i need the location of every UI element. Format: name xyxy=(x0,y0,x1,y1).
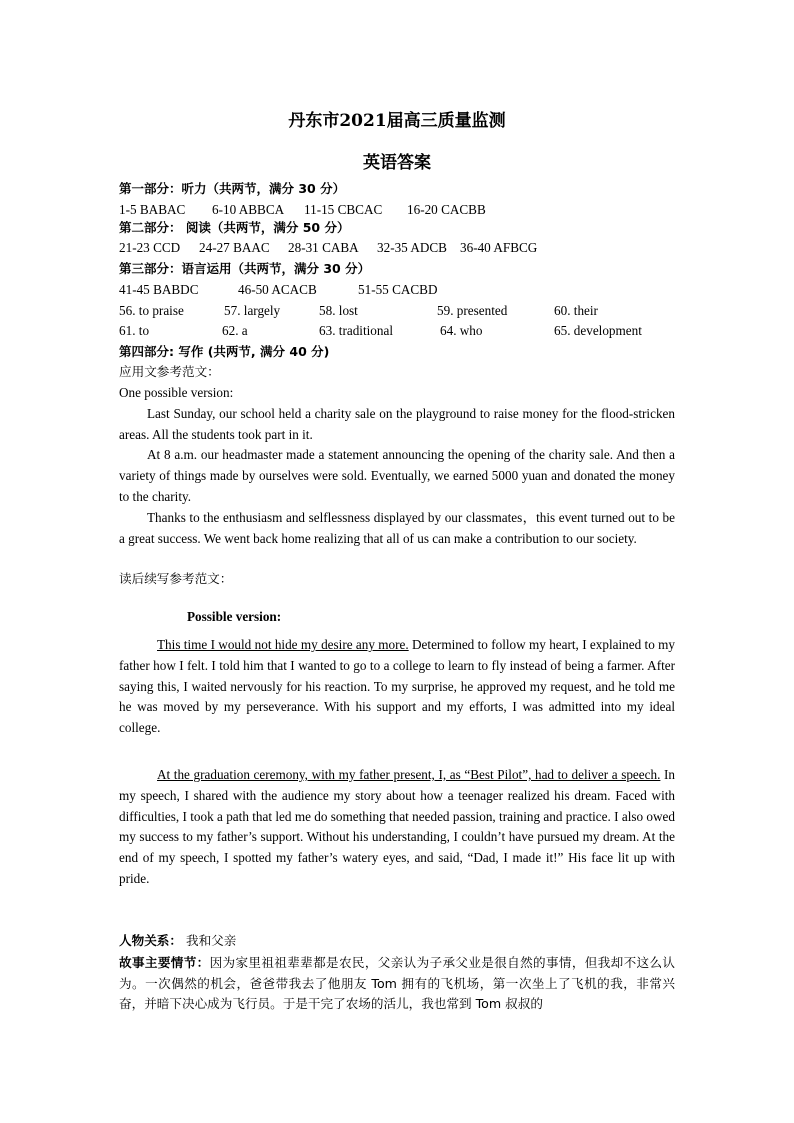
part2-answer: 36-40 AFBCG xyxy=(460,240,538,255)
part3-answer: 51-55 CACBD xyxy=(358,282,438,297)
fill-answer: 57. largely xyxy=(224,303,281,318)
part1-answer: 6-10 ABBCA xyxy=(212,202,285,217)
fill-answer: 58. lost xyxy=(319,303,358,318)
sample1-paragraph: Thanks to the enthusiasm and selflessness displayed by our classmates，this event turned out to be a great success. We went back home realizing that all of us can make a contribution to our society. xyxy=(119,510,675,546)
plot-label: 故事主要情节： xyxy=(119,955,210,970)
sample2-p2-rest: In my speech, I shared with the audience my story about how a teenager realized his dream. Faced with difficulties, I took a path that led me do something that needed passion, training and practice. I also owed my success to my father’s support. Without his understanding, I couldn’t have pursued my dream. At the end of my speech, I spotted my father’s watery eyes, and said, “Dad, I made it!” His face lit up with pride. xyxy=(119,767,675,886)
fill-answer: 56. to praise xyxy=(119,303,184,318)
part1-answer: 1-5 BABAC xyxy=(119,202,186,217)
fill-answer: 60. their xyxy=(554,303,598,318)
part1-heading: 第一部分：听力（共两节，满分 30 分） xyxy=(119,181,346,196)
sample2-version: Possible version: xyxy=(187,609,282,624)
sample2-paragraph-1 xyxy=(119,635,675,739)
sample2-paragraph-2 xyxy=(119,765,675,890)
sample2-p1-rest: Determined to follow my heart, I explained to my father how I felt. I told him that I wanted to go to a college to learn to fly instead of being a farmer. After saying this, I waited nervously for his reaction. To my surprise, he approved my request, and he told me he was moved by my perseverance. With his support and my efforts, I was admitted into my ideal college. xyxy=(119,637,676,736)
part2-heading: 第二部分： 阅读（共两节，满分 50 分） xyxy=(119,220,350,235)
sample1-paragraph: At 8 a.m. our headmaster made a statement announcing the opening of the charity sale. And then a variety of things made by ourselves were sold. Eventually, we earned 5000 yuan and donated the money to the charity. xyxy=(119,447,675,504)
sample1-version: One possible version: xyxy=(119,385,234,400)
fill-answer: 59. presented xyxy=(437,303,508,318)
sample2-p2-lead: At the graduation ceremony, with my father present, I, as “Best Pilot”, had to deliver a speech. xyxy=(157,767,661,782)
sample1-label: 应用文参考范文： xyxy=(119,364,220,379)
part4-heading: 第四部分: 写作 (共两节, 满分 40 分) xyxy=(119,344,330,359)
plot-text: 因为家里祖祖辈辈都是农民，父亲认为子承父业是很自然的事情，但我却不这么认为。一次偶然的机会，爸爸带我去了他朋友 Tom 拥有的飞机场，第一次坐上了飞机的我，非常兴奋，并暗下决心成为飞行员。于是干完了农场的活儿，我也常到 Tom 叔叔的 xyxy=(119,955,676,1011)
relation-label: 人物关系： xyxy=(119,933,182,948)
fill-answer: 65. development xyxy=(554,323,642,338)
part3-answer: 46-50 ACACB xyxy=(238,282,317,297)
part2-answer: 32-35 ADCB xyxy=(377,240,447,255)
part3-heading: 第三部分：语言运用（共两节，满分 30 分） xyxy=(119,261,371,276)
plot-summary xyxy=(119,953,675,1015)
page-title: 丹东市2021届高三质量监测 xyxy=(288,111,506,131)
part1-answer: 11-15 CBCAC xyxy=(304,202,383,217)
page-subtitle: 英语答案 xyxy=(363,153,431,173)
fill-answer: 64. who xyxy=(440,323,483,338)
sample2-label: 读后续写参考范文： xyxy=(119,571,233,586)
sample1-paragraph: Last Sunday, our school held a charity sale on the playground to raise money for the flood-stricken areas. All the students took part in it. xyxy=(119,406,675,442)
relation-value: 我和父亲 xyxy=(185,933,237,948)
fill-answer: 61. to xyxy=(119,323,150,338)
part2-answer: 24-27 BAAC xyxy=(199,240,270,255)
sample2-p1-lead: This time I would not hide my desire any more. xyxy=(157,637,409,652)
fill-answer: 63. traditional xyxy=(319,323,393,338)
part2-answer: 28-31 CABA xyxy=(288,240,359,255)
relation-line xyxy=(119,932,236,950)
part1-answer: 16-20 CACBB xyxy=(407,202,486,217)
fill-answer: 62. a xyxy=(222,323,248,338)
part2-answer: 21-23 CCD xyxy=(119,240,181,255)
part3-answer: 41-45 BABDC xyxy=(119,282,199,297)
